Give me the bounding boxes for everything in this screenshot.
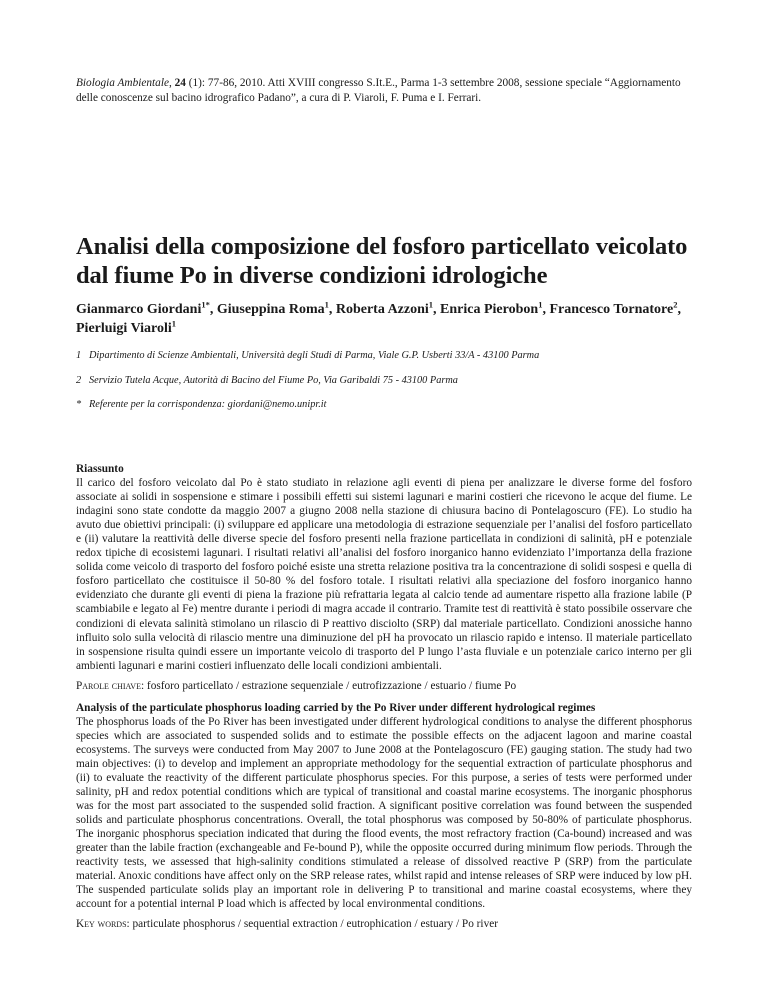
author: Pierluigi Viaroli$^1$ [76, 318, 177, 336]
english-abstract-text: The phosphorus loads of the Po River has been investigated under different hydrological conditions to analyse the different phosphorus species which are associated to suspended solids and to estimate the possible effects on the adjacent lagoon and marine coastal ecosystems. The surveys were conducted from May 2007 to June 2008 at the Pontelagoscuro (FE) gauging station. The study had two main objectives: (i) to develop and implement an appropriate methodology for the sequential extraction of particulate phosphorus and (ii) to evaluate the reactivity of the different particulate phosphorus species. For this purpose, a series of tests were performed under salinity, pH and redox potential conditions which are typical of transitional and coastal marine ecosystems. The inorganic phosphorus was for the most part associated to the suspended solid fraction. A significant positive correlation was found between the suspended solids and particulate phosphorus concentrations. Overall, the total phosphorus was composed by 50-80% of particulate phosphorus. The inorganic phosphorus speciation indicated that during the flood events, the most refractory fraction (Ca-bound) increased and was greater than the labile fraction (exchangeable and Fe-bound P), while the opposite occurred during minimum flow periods. Through the reactivity tests, we assessed that high-salinity conditions stimulated a release of dissolved reactive P (SRP) from the particulate material. Anoxic conditions have affect only on the SRP release rates, whilst rapid and intense releases of SRP were induced by low pH. The suspended particulate solids play an important role in delivering P to transitional and marine coastal ecosystems, where they account for a potential internal P load which is affected by local environmental conditions. [76, 715, 692, 911]
author: Giuseppina Roma$^1$, [216, 299, 336, 317]
key-words [76, 917, 692, 931]
journal-volume: 24 [174, 77, 186, 89]
journal-name: Biologia Ambientale [76, 77, 169, 89]
parole-chiave-text: : fosforo particellato / estrazione sequenziale / eutrofizzazione / estuario / fiume Po [140, 679, 517, 692]
citation-details: (1): 77-86, 2010. Atti XVIII congresso S.It.E., Parma 1-3 settembre 2008, sessione speciale “Aggiornamento delle conoscenze sul bacino idrografico Padano”, a cura di P. Viaroli, F. Puma e I. Ferrari. [76, 77, 681, 104]
author: Roberta Azzoni$^1$, [335, 299, 441, 317]
affiliation-text: Referente per la corrispondenza: giordani@nemo.unipr.it [89, 399, 327, 410]
affiliation-mark: 1 [76, 350, 82, 361]
key-words-label: Key words [76, 918, 127, 931]
author: Francesco Tornatore$^2$, [549, 299, 681, 317]
riassunto-text: Il carico del fosforo veicolato dal Po è stato studiato in relazione agli eventi di piena per analizzare le diverse forme del fosforo associate ai solidi in sospensione e stimare i possibili effetti sui sistemi lagunari e marini costieri che ricevono le acque del fiume. Le indagini sono state condotte da maggio 2007 a giugno 2008 nella stazione di chiusura bacino di Pontelagoscuro (FE). Lo studio ha avuto due obiettivi principali: (i) sviluppare ed applicare una metodologia di estrazione sequenziale per l’analisi del fosforo particellato e (ii) valutare la reattività delle diverse specie del fosforo presenti nella frazione particellata in condizioni di salinità, pH e potenziale redox tipiche di ecosistemi lagunari. I risultati relativi all’analisi del fosforo inorganico hanno evidenziato l’importanza della frazione solida come veicolo di trasporto del fosforo poiché esiste una stretta relazione positiva tra la concentrazione di solidi sospesi e quella di fosforo particellato che costituisce il 50-80 % del fosforo totale. I risultati relativi alla speciazione del fosforo inorganico hanno evidenziato che durante gli eventi di piena la frazione più refrattaria legata al calcio tende ad aumentare rispetto alla frazione labile (P scambiabile e legato al Fe) mentre durante i periodi di magra accade il contrario. Tramite test di reattività è stato possibile osservare che condizioni di elevata salinità stimolano un rilascio di P reattivo disciolto (SRP) dal materiale particellato. Condizioni anossiche hanno influito solo sulla velocità di rilascio mentre una diminuzione del pH ha provocato un rilascio rapido e intenso. Il materiale particellato in sospensione risulta quindi essere un importante veicolo di trasporto del P lungo l’asta fluviale e un potenziale carico interno per gli ambienti lagunari e marini costieri influenzato delle locali condizioni ambientali. [76, 477, 692, 672]
english-abstract-heading: Analysis of the particulate phosphorus loading carried by the Po River under different hydrological regimes [76, 701, 596, 714]
parole-chiave-label: Parole chiave [76, 679, 141, 692]
key-words-text: : particulate phosphorus / sequential extraction / eutrophication / estuary / Po river [126, 918, 498, 931]
citation-header: Biologia Ambientale, 24 (1): 77-86, 2010. Atti XVIII congresso S.It.E., Parma 1-3 settembre 2008, sessione speciale “Aggiornamento delle conoscenze sul bacino idrografico Padano”, a cura di P. Viaroli, F. Puma e I. Ferrari. [76, 77, 681, 104]
abstract-section [76, 462, 692, 932]
parole-chiave [76, 679, 692, 693]
author-list [76, 300, 692, 338]
corresponding-author [76, 398, 692, 411]
affiliation [76, 374, 692, 387]
paper-title: Analisi della composizione del fosforo particellato veicolato dal fiume Po in diverse condizioni idrologiche [76, 233, 688, 289]
affiliation-mark: * [76, 399, 82, 410]
author: Enrica Pierobon$^1$, [440, 299, 550, 317]
affiliation-text: Dipartimento di Scienze Ambientali, Università degli Studi di Parma, Viale G.P. Usberti 33/A - 43100 Parma [89, 350, 540, 361]
affiliation-text: Servizio Tutela Acque, Autorità di Bacino del Fiume Po, Via Garibaldi 75 - 43100 Parma [89, 375, 458, 386]
author: Gianmarco Giordani$^{1*}$, [76, 299, 217, 317]
riassunto-heading: Riassunto [76, 463, 124, 475]
affiliation [76, 349, 692, 362]
affiliation-mark: 2 [76, 375, 82, 386]
